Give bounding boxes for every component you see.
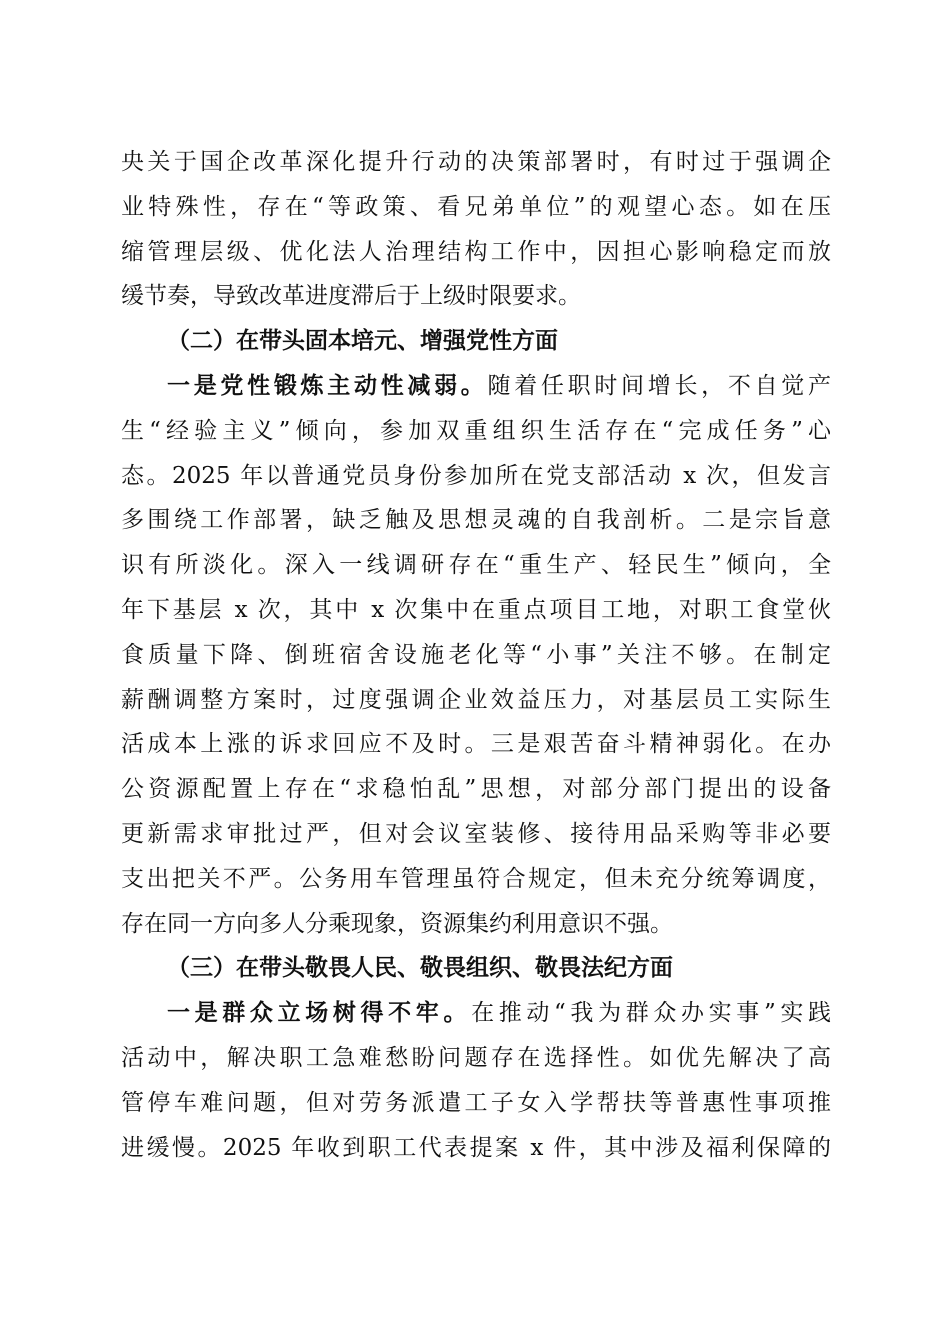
text-line: 年下基层 x 次，其中 x 次集中在重点项目工地，对职工食堂伙 (121, 596, 831, 623)
text-line: 央关于国企改革深化提升行动的决策部署时，有时过于强调企 (121, 149, 831, 175)
text-run: 随着任职时间增长，不自觉产 (487, 372, 832, 399)
text-line: 缩管理层级、优化法人治理结构工作中，因担心影响稳定而放 (121, 238, 831, 265)
text-line: 识有所淡化。深入一线调研存在“重生产、轻民生”倾向，全 (121, 552, 831, 579)
text-line: 业特殊性，存在“等政策、看兄弟单位”的观望心态。如在压 (121, 193, 831, 220)
text-line: 管停车难问题，但对劳务派遣工子女入学帮扶等普惠性事项推 (121, 1089, 831, 1116)
text-line: 多围绕工作部署，缺乏触及思想灵魂的自我剖析。二是宗旨意 (121, 507, 831, 534)
text-line: 缓节奏，导致改革进度滞后于上级时限要求。 (121, 283, 581, 310)
text-line: 态。2025 年以普通党员身份参加所在党支部活动 x 次，但发言 (121, 462, 831, 489)
paragraph-lead: 一是群众立场树得不牢。 (167, 999, 472, 1027)
paragraph-party-spirit (121, 364, 831, 946)
paragraph-lead: 一是党性锻炼主动性减弱。 (167, 371, 488, 399)
document-page (121, 140, 831, 1170)
text-line-first (121, 991, 831, 1036)
text-line: 活成本上涨的诉求回应不及时。三是艰苦奋斗精神弱化。在办 (121, 731, 831, 758)
text-line: 存在同一方向多人分乘现象，资源集约利用意识不强。 (121, 910, 673, 937)
text-line-first (121, 364, 831, 409)
text-line: 食质量下降、倒班宿舍设施老化等“小事”关注不够。在制定 (121, 641, 831, 668)
text-line: 活动中，解决职工急难愁盼问题存在选择性。如优先解决了高 (121, 1044, 831, 1071)
text-line: 公资源配置上存在“求稳怕乱”思想，对部分部门提出的设备 (121, 776, 831, 803)
section-heading-3: （三）在带头敬畏人民、敬畏组织、敬畏法纪方面 (167, 954, 673, 982)
section-heading-2: （二）在带头固本培元、增强党性方面 (167, 327, 558, 355)
text-line: 进缓慢。2025 年收到职工代表提案 x 件，其中涉及福利保障的 (121, 1134, 831, 1161)
text-line: 生“经验主义”倾向，参加双重组织生活存在“完成任务”心 (121, 417, 831, 444)
text-line: 支出把关不严。公务用车管理虽符合规定，但未充分统筹调度， (121, 865, 831, 892)
paragraph-mass-stance (121, 991, 831, 1170)
text-run: 在推动“我为群众办实事”实践 (471, 1000, 831, 1027)
text-line: 更新需求审批过严，但对会议室装修、接待用品采购等非必要 (121, 820, 831, 847)
paragraph-continuation (121, 140, 831, 319)
text-line: 薪酬调整方案时，过度强调企业效益压力，对基层员工实际生 (121, 686, 831, 713)
